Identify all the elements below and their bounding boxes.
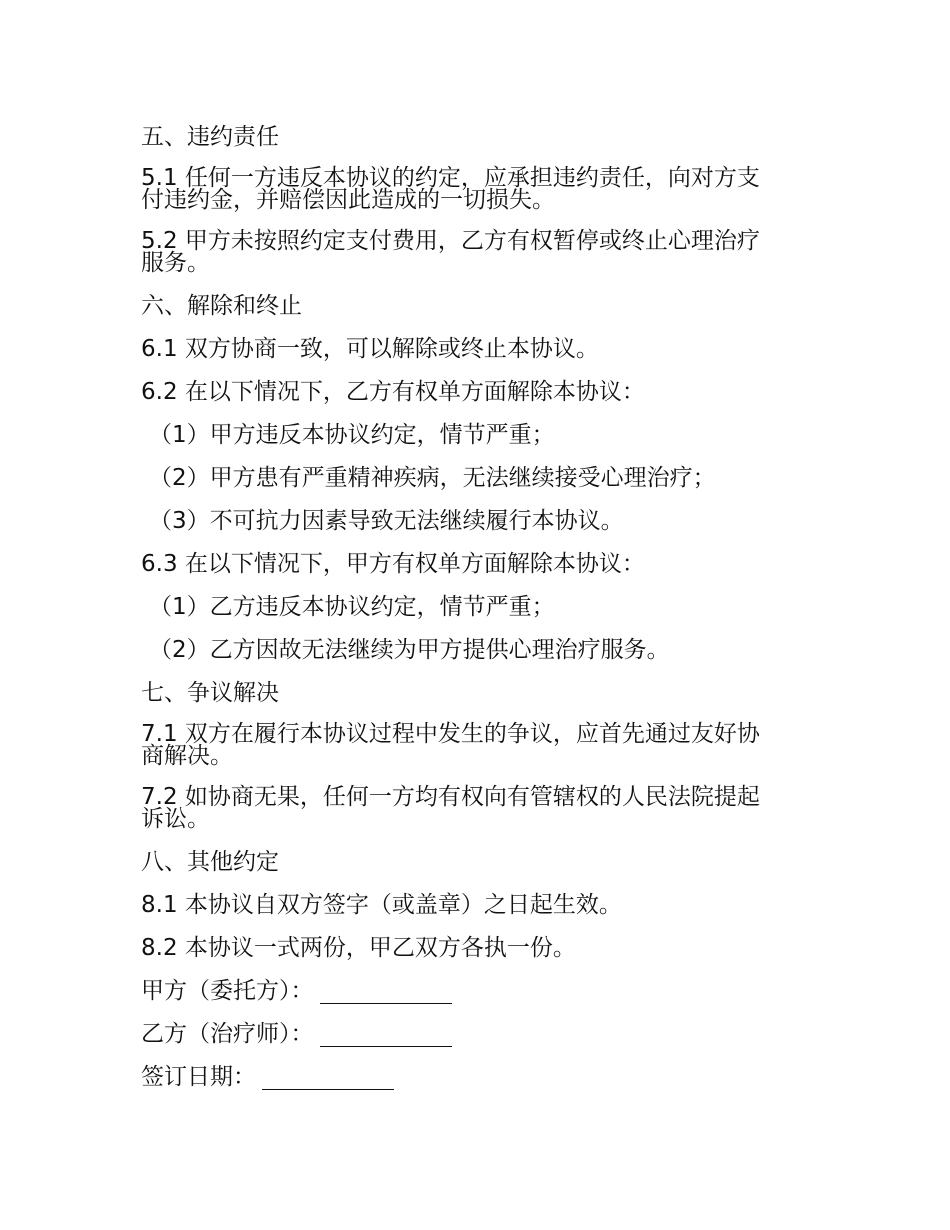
document-body: [141, 124, 806, 1107]
clause-8-1: 8.1 本协议自双方签字（或盖章）之日起生效。: [141, 892, 622, 918]
clause-line: 诉讼。: [141, 806, 210, 832]
clause-6-1: 6.1 双方协商一致，可以解除或终止本协议。: [141, 336, 599, 362]
signature-party-a: [141, 978, 806, 1004]
signature-date: [141, 1064, 806, 1090]
clause-line: 付违约金，并赔偿因此造成的一切损失。: [141, 187, 555, 213]
clause-5-1: [141, 167, 806, 211]
section-heading-breach: 五、违约责任: [141, 124, 279, 150]
clause-6-3-item-2: （2）乙方因故无法继续为甲方提供心理治疗服务。: [149, 637, 670, 663]
clause-line: 5.2 甲方未按照约定支付费用，乙方有权暂停或终止心理治疗: [141, 228, 760, 254]
clause-7-1: [141, 723, 806, 767]
section-heading-dispute: 七、争议解决: [141, 680, 279, 706]
clause-line: 7.1 双方在履行本协议过程中发生的争议，应首先通过友好协: [141, 721, 760, 747]
clause-6-2-item-2: （2）甲方患有严重精神疾病，无法继续接受心理治疗；: [149, 465, 716, 491]
clause-6-2: 6.2 在以下情况下，乙方有权单方面解除本协议：: [141, 379, 645, 405]
clause-6-3: 6.3 在以下情况下，甲方有权单方面解除本协议：: [141, 551, 645, 577]
signature-party-b-label: 乙方（治疗师）：: [141, 1021, 314, 1047]
signature-party-b-blank[interactable]: [320, 1026, 452, 1047]
clause-7-2: [141, 786, 806, 830]
signature-party-a-blank[interactable]: [320, 983, 452, 1004]
clause-6-2-item-3: （3）不可抗力因素导致无法继续履行本协议。: [149, 508, 624, 534]
clause-5-2: [141, 230, 806, 274]
clause-line: 商解决。: [141, 743, 233, 769]
clause-8-2: 8.2 本协议一式两份，甲乙双方各执一份。: [141, 935, 576, 961]
clause-line: 服务。: [141, 250, 210, 276]
section-heading-termination: 六、解除和终止: [141, 293, 302, 319]
clause-line: 5.1 任何一方违反本协议的约定，应承担违约责任，向对方支: [141, 165, 760, 191]
signature-date-blank[interactable]: [262, 1069, 394, 1090]
signature-date-label: 签订日期：: [141, 1064, 256, 1090]
signature-party-a-label: 甲方（委托方）：: [141, 978, 314, 1004]
clause-line: 7.2 如协商无果，任何一方均有权向有管辖权的人民法院提起: [141, 784, 760, 810]
clause-6-2-item-1: （1）甲方违反本协议约定，情节严重；: [149, 422, 555, 448]
clause-6-3-item-1: （1）乙方违反本协议约定，情节严重；: [149, 594, 555, 620]
signature-party-b: [141, 1021, 806, 1047]
section-heading-other: 八、其他约定: [141, 849, 279, 875]
